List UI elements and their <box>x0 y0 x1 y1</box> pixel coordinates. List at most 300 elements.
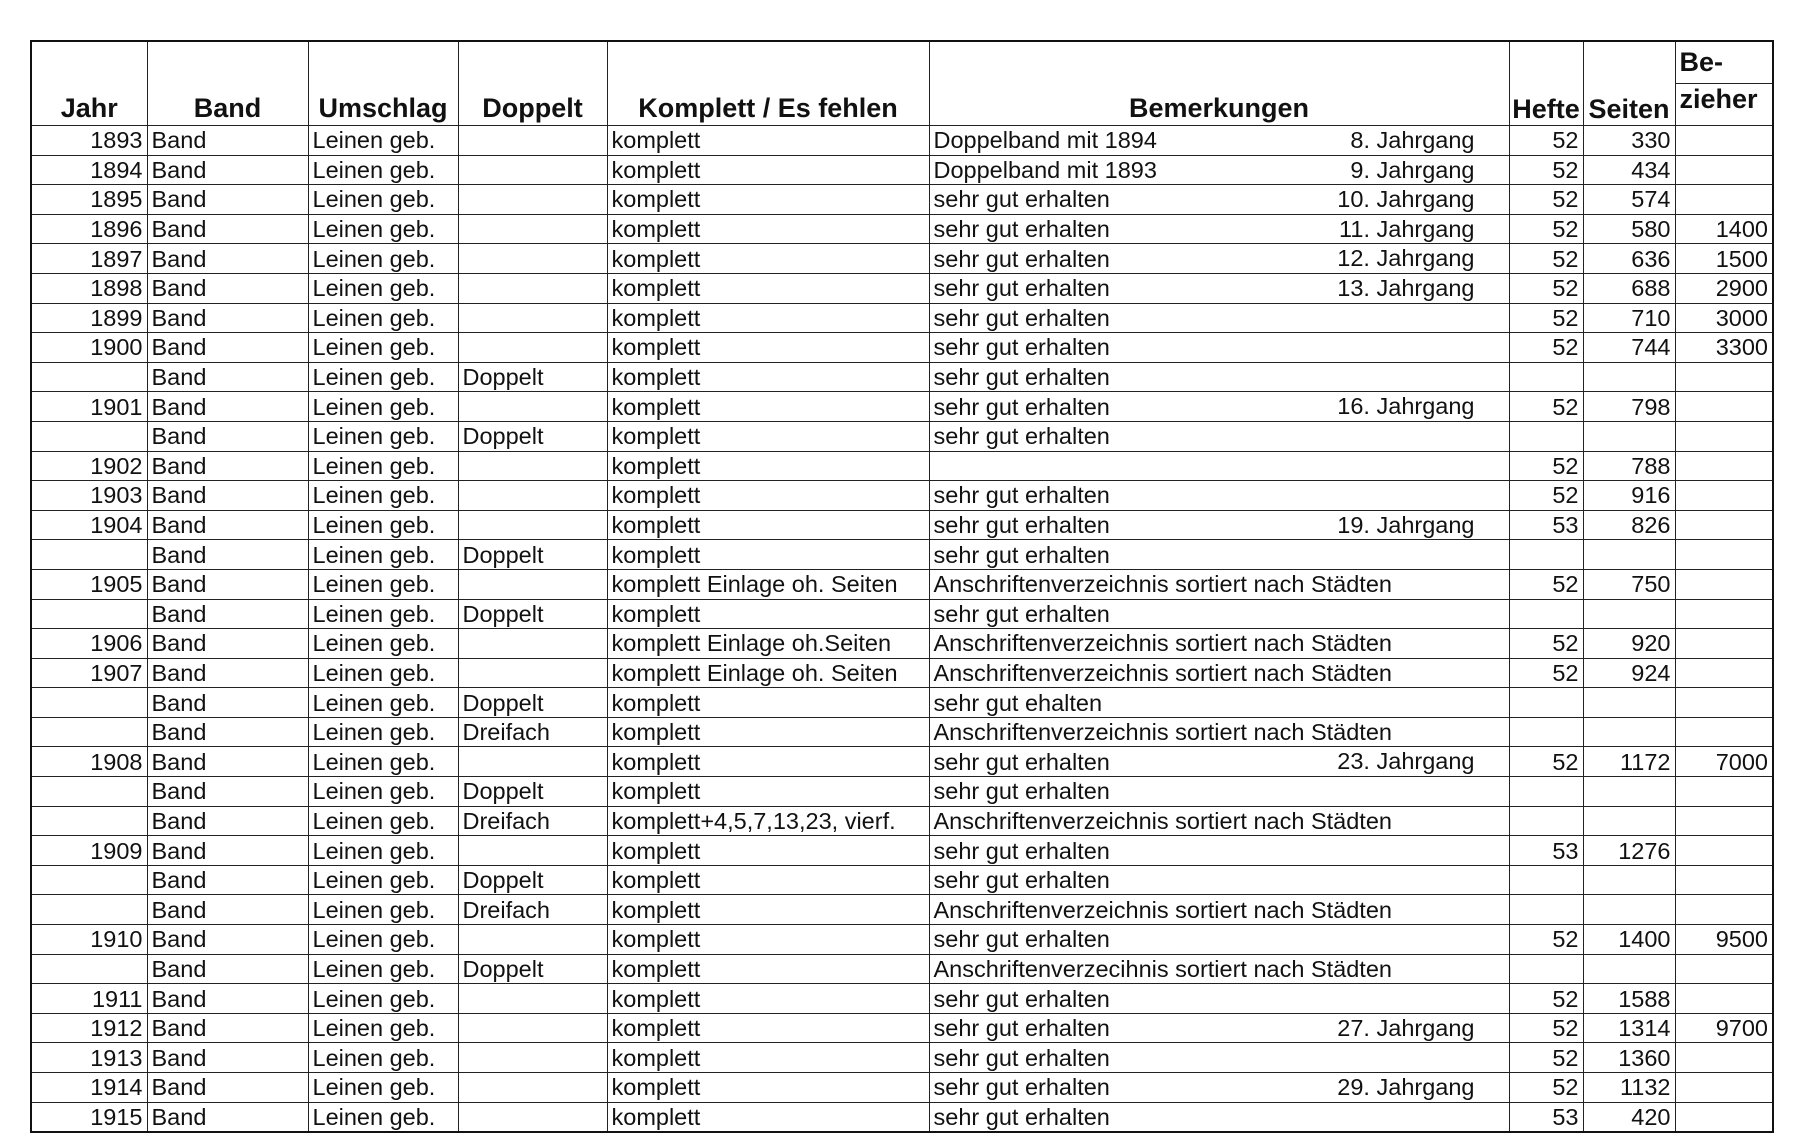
jahrgang-text: 9. Jahrgang <box>1350 156 1475 183</box>
cell-komplett: komplett <box>607 1073 929 1103</box>
bemerkung-text: sehr gut erhalten <box>933 778 1110 805</box>
cell-komplett: komplett <box>607 777 929 807</box>
table-row <box>31 777 1773 807</box>
cell-bemerkung <box>929 629 1509 659</box>
header-bezieher-bottom: zieher <box>1675 84 1773 126</box>
cell-jahr: 1909 <box>31 836 147 866</box>
cell-band: Band <box>147 688 308 718</box>
jahrgang-text: 11. Jahrgang <box>1339 215 1475 242</box>
cell-komplett: komplett <box>607 244 929 274</box>
cell-seiten <box>1583 895 1675 925</box>
cell-doppelt: Dreifach <box>458 806 607 836</box>
cell-band: Band <box>147 303 308 333</box>
bemerkung-text: sehr gut erhalten <box>933 512 1110 539</box>
table-row <box>31 984 1773 1014</box>
cell-bemerkung <box>929 895 1509 925</box>
cell-doppelt <box>458 185 607 215</box>
cell-seiten: 1132 <box>1583 1073 1675 1103</box>
cell-jahr: 1900 <box>31 333 147 363</box>
cell-hefte <box>1509 599 1583 629</box>
cell-bezieher <box>1675 895 1773 925</box>
cell-komplett: komplett <box>607 1043 929 1073</box>
cell-band: Band <box>147 510 308 540</box>
cell-band: Band <box>147 895 308 925</box>
cell-jahr <box>31 421 147 451</box>
cell-jahr: 1905 <box>31 569 147 599</box>
cell-komplett: komplett Einlage oh. Seiten <box>607 569 929 599</box>
cell-doppelt <box>458 333 607 363</box>
header-band: Band <box>147 41 308 126</box>
cell-bezieher: 1500 <box>1675 244 1773 274</box>
table-row <box>31 214 1773 244</box>
table-row <box>31 273 1773 303</box>
cell-umschlag: Leinen geb. <box>308 747 458 777</box>
cell-seiten: 916 <box>1583 481 1675 511</box>
cell-umschlag: Leinen geb. <box>308 658 458 688</box>
cell-band: Band <box>147 806 308 836</box>
cell-bemerkung <box>929 333 1509 363</box>
table-row <box>31 925 1773 955</box>
cell-jahr <box>31 865 147 895</box>
cell-hefte: 52 <box>1509 185 1583 215</box>
cell-jahr: 1894 <box>31 155 147 185</box>
bemerkung-text: sehr gut erhalten <box>933 245 1110 272</box>
cell-seiten: 580 <box>1583 214 1675 244</box>
cell-band: Band <box>147 629 308 659</box>
cell-jahr <box>31 599 147 629</box>
cell-hefte: 53 <box>1509 836 1583 866</box>
cell-doppelt <box>458 244 607 274</box>
cell-umschlag: Leinen geb. <box>308 806 458 836</box>
cell-band: Band <box>147 1073 308 1103</box>
cell-doppelt: Doppelt <box>458 688 607 718</box>
table-row <box>31 895 1773 925</box>
cell-bemerkung <box>929 244 1509 274</box>
cell-bemerkung <box>929 1043 1509 1073</box>
cell-umschlag: Leinen geb. <box>308 392 458 422</box>
cell-jahr: 1910 <box>31 925 147 955</box>
cell-bezieher <box>1675 954 1773 984</box>
cell-umschlag: Leinen geb. <box>308 451 458 481</box>
cell-komplett: komplett <box>607 747 929 777</box>
bemerkung-text: sehr gut erhalten <box>933 482 1110 509</box>
cell-doppelt <box>458 925 607 955</box>
cell-hefte <box>1509 865 1583 895</box>
cell-seiten <box>1583 599 1675 629</box>
cell-doppelt: Dreifach <box>458 895 607 925</box>
cell-bezieher <box>1675 806 1773 836</box>
cell-bezieher <box>1675 629 1773 659</box>
cell-bemerkung <box>929 540 1509 570</box>
cell-jahr <box>31 895 147 925</box>
cell-doppelt <box>458 569 607 599</box>
cell-umschlag: Leinen geb. <box>308 925 458 955</box>
cell-umschlag: Leinen geb. <box>308 954 458 984</box>
cell-band: Band <box>147 333 308 363</box>
cell-seiten: 434 <box>1583 155 1675 185</box>
cell-umschlag: Leinen geb. <box>308 629 458 659</box>
cell-komplett: komplett <box>607 481 929 511</box>
bemerkung-text: sehr gut erhalten <box>933 334 1110 361</box>
cell-komplett: komplett <box>607 126 929 156</box>
cell-hefte <box>1509 688 1583 718</box>
cell-band: Band <box>147 540 308 570</box>
cell-jahr: 1893 <box>31 126 147 156</box>
header-hefte: Hefte <box>1509 41 1583 126</box>
cell-band: Band <box>147 569 308 599</box>
cell-umschlag: Leinen geb. <box>308 155 458 185</box>
cell-hefte <box>1509 362 1583 392</box>
cell-band: Band <box>147 777 308 807</box>
header-umschlag: Umschlag <box>308 41 458 126</box>
cell-hefte: 52 <box>1509 392 1583 422</box>
cell-seiten <box>1583 362 1675 392</box>
cell-umschlag: Leinen geb. <box>308 717 458 747</box>
table-row <box>31 747 1773 777</box>
cell-komplett: komplett <box>607 510 929 540</box>
cell-bemerkung <box>929 481 1509 511</box>
cell-jahr: 1903 <box>31 481 147 511</box>
bemerkung-text: Anschriftenverzeichnis sortiert nach Städten <box>933 719 1392 746</box>
cell-komplett: komplett <box>607 303 929 333</box>
table-row <box>31 599 1773 629</box>
cell-bezieher <box>1675 688 1773 718</box>
table-row <box>31 362 1773 392</box>
cell-hefte <box>1509 540 1583 570</box>
cell-komplett: komplett <box>607 421 929 451</box>
cell-bemerkung <box>929 836 1509 866</box>
cell-band: Band <box>147 244 308 274</box>
cell-komplett: komplett Einlage oh.Seiten <box>607 629 929 659</box>
table-body <box>31 126 1773 1133</box>
cell-komplett: komplett <box>607 1013 929 1043</box>
cell-komplett: komplett <box>607 451 929 481</box>
cell-komplett: komplett <box>607 954 929 984</box>
cell-jahr: 1901 <box>31 392 147 422</box>
cell-bezieher <box>1675 451 1773 481</box>
cell-umschlag: Leinen geb. <box>308 865 458 895</box>
cell-hefte: 52 <box>1509 747 1583 777</box>
cell-hefte: 52 <box>1509 925 1583 955</box>
jahrgang-text: 8. Jahrgang <box>1350 127 1475 153</box>
table-row <box>31 244 1773 274</box>
bemerkung-text: Anschriftenverzeichnis sortiert nach Städten <box>933 896 1392 923</box>
cell-doppelt: Doppelt <box>458 540 607 570</box>
cell-seiten: 420 <box>1583 1102 1675 1132</box>
table-row <box>31 333 1773 363</box>
cell-band: Band <box>147 658 308 688</box>
cell-band: Band <box>147 451 308 481</box>
cell-seiten <box>1583 688 1675 718</box>
cell-bezieher: 1400 <box>1675 214 1773 244</box>
cell-umschlag: Leinen geb. <box>308 362 458 392</box>
header-bezieher-top: Be- <box>1675 41 1773 84</box>
bemerkung-text: sehr gut erhalten <box>933 926 1110 953</box>
cell-hefte: 52 <box>1509 629 1583 659</box>
cell-seiten: 330 <box>1583 126 1675 156</box>
cell-bezieher: 9700 <box>1675 1013 1773 1043</box>
cell-komplett: komplett <box>607 599 929 629</box>
cell-jahr: 1898 <box>31 273 147 303</box>
cell-band: Band <box>147 421 308 451</box>
cell-bezieher: 3000 <box>1675 303 1773 333</box>
bemerkung-text: Anschriftenverzeichnis sortiert nach Städten <box>933 807 1392 834</box>
bemerkung-text: sehr gut erhalten <box>933 985 1110 1012</box>
cell-bemerkung <box>929 510 1509 540</box>
bemerkung-text: sehr gut erhalten <box>933 1103 1110 1130</box>
cell-jahr: 1899 <box>31 303 147 333</box>
cell-bemerkung <box>929 984 1509 1014</box>
cell-doppelt <box>458 155 607 185</box>
cell-hefte <box>1509 806 1583 836</box>
cell-seiten: 710 <box>1583 303 1675 333</box>
cell-seiten <box>1583 865 1675 895</box>
cell-hefte <box>1509 954 1583 984</box>
cell-doppelt <box>458 481 607 511</box>
cell-doppelt <box>458 510 607 540</box>
cell-bezieher <box>1675 658 1773 688</box>
cell-doppelt <box>458 1102 607 1132</box>
cell-seiten: 1588 <box>1583 984 1675 1014</box>
cell-seiten: 1360 <box>1583 1043 1675 1073</box>
table-row <box>31 865 1773 895</box>
cell-hefte: 52 <box>1509 1013 1583 1043</box>
bemerkung-text: sehr gut erhalten <box>933 186 1110 213</box>
cell-hefte: 52 <box>1509 569 1583 599</box>
header-doppelt: Doppelt <box>458 41 607 126</box>
cell-seiten <box>1583 954 1675 984</box>
cell-doppelt: Doppelt <box>458 954 607 984</box>
cell-bezieher <box>1675 1073 1773 1103</box>
cell-bemerkung <box>929 126 1509 156</box>
cell-komplett: komplett <box>607 362 929 392</box>
cell-bezieher <box>1675 599 1773 629</box>
cell-doppelt: Dreifach <box>458 717 607 747</box>
table-row <box>31 392 1773 422</box>
cell-bemerkung <box>929 569 1509 599</box>
cell-doppelt <box>458 303 607 333</box>
cell-seiten: 924 <box>1583 658 1675 688</box>
cell-seiten <box>1583 717 1675 747</box>
header-bemerkungen: Bemerkungen <box>929 41 1509 126</box>
cell-bemerkung <box>929 185 1509 215</box>
table-row <box>31 1102 1773 1132</box>
cell-bezieher: 7000 <box>1675 747 1773 777</box>
cell-bemerkung <box>929 1073 1509 1103</box>
bemerkung-text: sehr gut erhalten <box>933 393 1110 420</box>
bemerkung-text: Anschriftenverzeichnis sortiert nach Städten <box>933 571 1392 598</box>
table-row <box>31 717 1773 747</box>
cell-umschlag: Leinen geb. <box>308 599 458 629</box>
cell-bemerkung <box>929 273 1509 303</box>
cell-band: Band <box>147 954 308 984</box>
cell-bezieher <box>1675 155 1773 185</box>
cell-bemerkung <box>929 362 1509 392</box>
cell-seiten: 788 <box>1583 451 1675 481</box>
cell-doppelt <box>458 451 607 481</box>
cell-komplett: komplett <box>607 1102 929 1132</box>
cell-bezieher <box>1675 984 1773 1014</box>
cell-bemerkung <box>929 214 1509 244</box>
cell-hefte: 52 <box>1509 303 1583 333</box>
table-row <box>31 1073 1773 1103</box>
table-row <box>31 540 1773 570</box>
cell-hefte <box>1509 895 1583 925</box>
cell-komplett: komplett <box>607 185 929 215</box>
cell-komplett: komplett <box>607 540 929 570</box>
cell-bezieher <box>1675 421 1773 451</box>
cell-bemerkung <box>929 717 1509 747</box>
cell-bemerkung <box>929 688 1509 718</box>
cell-bemerkung <box>929 747 1509 777</box>
cell-band: Band <box>147 273 308 303</box>
bemerkung-text: sehr gut erhalten <box>933 216 1110 243</box>
cell-doppelt <box>458 273 607 303</box>
bemerkung-text: sehr gut erhalten <box>933 867 1110 894</box>
cell-komplett: komplett <box>607 865 929 895</box>
cell-seiten <box>1583 777 1675 807</box>
cell-komplett: komplett Einlage oh. Seiten <box>607 658 929 688</box>
cell-seiten: 798 <box>1583 392 1675 422</box>
cell-bemerkung <box>929 599 1509 629</box>
bemerkung-text: Anschriftenverzeichnis sortiert nach Städten <box>933 659 1392 686</box>
cell-umschlag: Leinen geb. <box>308 126 458 156</box>
cell-jahr: 1896 <box>31 214 147 244</box>
cell-bezieher <box>1675 126 1773 156</box>
table-row <box>31 836 1773 866</box>
bemerkung-text: Anschriftenverzecihnis sortiert nach Städten <box>933 955 1392 982</box>
cell-hefte: 52 <box>1509 126 1583 156</box>
cell-doppelt <box>458 214 607 244</box>
cell-umschlag: Leinen geb. <box>308 333 458 363</box>
cell-band: Band <box>147 599 308 629</box>
cell-umschlag: Leinen geb. <box>308 1073 458 1103</box>
bemerkung-text: Doppelband mit 1894 <box>933 127 1157 154</box>
cell-komplett: komplett <box>607 925 929 955</box>
cell-hefte: 52 <box>1509 273 1583 303</box>
table-row <box>31 1043 1773 1073</box>
cell-umschlag: Leinen geb. <box>308 185 458 215</box>
cell-doppelt: Doppelt <box>458 362 607 392</box>
cell-doppelt: Doppelt <box>458 865 607 895</box>
jahrgang-text: 10. Jahrgang <box>1337 186 1475 213</box>
jahrgang-text: 16. Jahrgang <box>1337 393 1475 420</box>
jahrgang-text: 23. Jahrgang <box>1337 748 1475 775</box>
cell-umschlag: Leinen geb. <box>308 1043 458 1073</box>
cell-bemerkung <box>929 451 1509 481</box>
cell-umschlag: Leinen geb. <box>308 273 458 303</box>
jahrgang-text: 27. Jahrgang <box>1337 1014 1475 1041</box>
cell-bemerkung <box>929 658 1509 688</box>
cell-umschlag: Leinen geb. <box>308 303 458 333</box>
cell-umschlag: Leinen geb. <box>308 1102 458 1132</box>
cell-doppelt <box>458 126 607 156</box>
cell-umschlag: Leinen geb. <box>308 688 458 718</box>
cell-bemerkung <box>929 954 1509 984</box>
table-row <box>31 303 1773 333</box>
cell-hefte: 53 <box>1509 510 1583 540</box>
cell-bemerkung <box>929 777 1509 807</box>
cell-hefte: 52 <box>1509 658 1583 688</box>
cell-jahr <box>31 540 147 570</box>
table-row <box>31 126 1773 156</box>
cell-hefte: 52 <box>1509 481 1583 511</box>
cell-doppelt <box>458 984 607 1014</box>
cell-komplett: komplett <box>607 895 929 925</box>
cell-bezieher <box>1675 717 1773 747</box>
jahrgang-text: 13. Jahrgang <box>1337 274 1475 301</box>
table-row <box>31 185 1773 215</box>
table-row <box>31 451 1773 481</box>
cell-bezieher <box>1675 865 1773 895</box>
cell-band: Band <box>147 155 308 185</box>
cell-doppelt <box>458 1043 607 1073</box>
cell-band: Band <box>147 717 308 747</box>
cell-seiten: 1172 <box>1583 747 1675 777</box>
cell-bemerkung <box>929 1102 1509 1132</box>
table-row <box>31 510 1773 540</box>
cell-doppelt <box>458 1073 607 1103</box>
cell-umschlag: Leinen geb. <box>308 895 458 925</box>
cell-seiten: 1276 <box>1583 836 1675 866</box>
table-row <box>31 954 1773 984</box>
cell-bezieher <box>1675 1043 1773 1073</box>
cell-hefte <box>1509 421 1583 451</box>
cell-hefte: 52 <box>1509 333 1583 363</box>
table-row <box>31 481 1773 511</box>
cell-komplett: komplett <box>607 333 929 363</box>
cell-seiten: 750 <box>1583 569 1675 599</box>
cell-hefte <box>1509 717 1583 747</box>
cell-band: Band <box>147 392 308 422</box>
cell-hefte: 52 <box>1509 244 1583 274</box>
inventory-sheet <box>30 40 1772 1133</box>
cell-seiten: 826 <box>1583 510 1675 540</box>
cell-band: Band <box>147 481 308 511</box>
bemerkung-text: sehr gut erhalten <box>933 304 1110 331</box>
cell-umschlag: Leinen geb. <box>308 984 458 1014</box>
cell-bezieher <box>1675 481 1773 511</box>
cell-seiten: 920 <box>1583 629 1675 659</box>
bemerkung-text: sehr gut ehalten <box>933 689 1103 716</box>
cell-umschlag: Leinen geb. <box>308 421 458 451</box>
cell-band: Band <box>147 214 308 244</box>
cell-band: Band <box>147 836 308 866</box>
cell-doppelt <box>458 747 607 777</box>
cell-jahr <box>31 688 147 718</box>
cell-seiten: 636 <box>1583 244 1675 274</box>
cell-umschlag: Leinen geb. <box>308 569 458 599</box>
bemerkung-text: sehr gut erhalten <box>933 275 1110 302</box>
cell-umschlag: Leinen geb. <box>308 244 458 274</box>
header-jahr: Jahr <box>31 41 147 126</box>
cell-seiten <box>1583 421 1675 451</box>
cell-seiten: 688 <box>1583 273 1675 303</box>
bemerkung-text: sehr gut erhalten <box>933 837 1110 864</box>
cell-umschlag: Leinen geb. <box>308 777 458 807</box>
cell-bezieher <box>1675 777 1773 807</box>
cell-jahr <box>31 777 147 807</box>
cell-doppelt <box>458 629 607 659</box>
cell-jahr: 1895 <box>31 185 147 215</box>
cell-doppelt: Doppelt <box>458 421 607 451</box>
cell-komplett: komplett <box>607 836 929 866</box>
table-row <box>31 688 1773 718</box>
cell-jahr <box>31 362 147 392</box>
cell-komplett: komplett+4,5,7,13,23, vierf. <box>607 806 929 836</box>
cell-komplett: komplett <box>607 688 929 718</box>
bemerkung-text: Anschriftenverzeichnis sortiert nach Städten <box>933 630 1392 657</box>
